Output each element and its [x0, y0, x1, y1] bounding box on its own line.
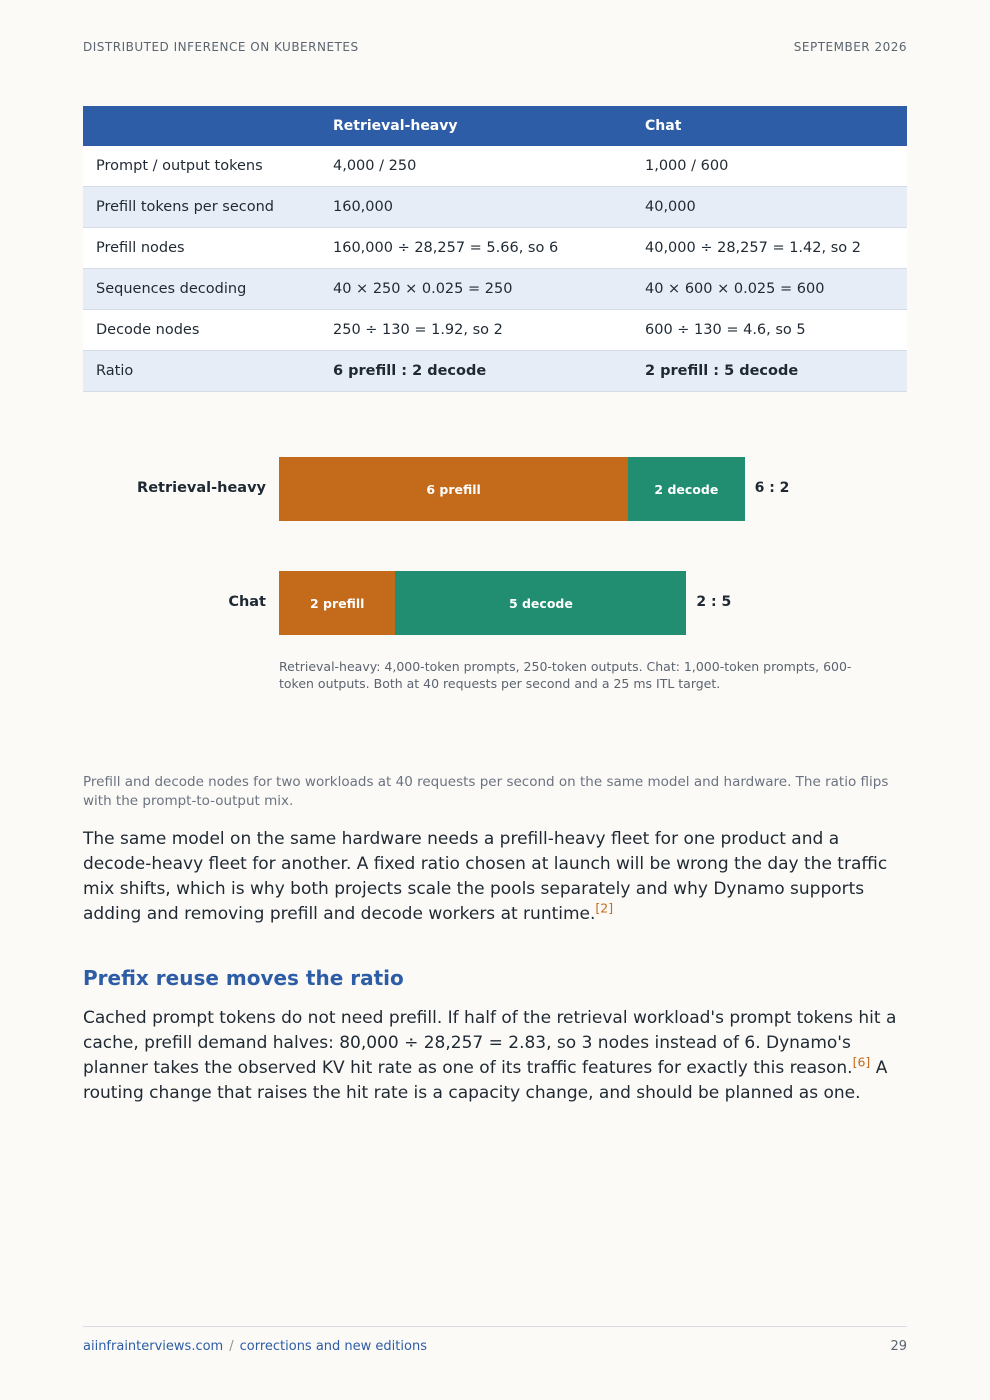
table-cell: 4,000 / 250	[320, 146, 632, 187]
table-cell: 1,000 / 600	[632, 146, 907, 187]
body-paragraph	[83, 827, 907, 927]
table-row	[83, 228, 907, 269]
row-label: Prompt / output tokens	[83, 146, 320, 187]
prefill-segment: 6 prefill	[279, 457, 628, 521]
row-label: Prefill tokens per second	[83, 187, 320, 228]
citation-link[interactable]: [2]	[595, 900, 614, 916]
citation-link[interactable]: [6]	[852, 1054, 871, 1070]
table-row	[83, 351, 907, 392]
paragraph-text: The same model on the same hardware needs a prefill-heavy fleet for one product and a decode-heavy fleet for another. A fixed ratio chosen at launch will be wrong the day the traffic mix shifts, which is why both projects scale the pools separately and why Dynamo supports adding and removing prefill and decode workers at runtime.	[83, 829, 888, 924]
comparison-table	[83, 106, 907, 392]
paragraph-text: Cached prompt tokens do not need prefill. If half of the retrieval workload's prompt tokens hit a cache, prefill demand halves: 80,000 ÷ 28,257 = 2.83, so 3 nodes instead of 6. Dynamo's planner takes the observed KV hit rate as one of its traffic features for exactly this reason.	[83, 1008, 897, 1078]
table-header-cell: Retrieval-heavy	[320, 106, 632, 146]
page-footer	[83, 1326, 907, 1354]
bar-label: Chat	[228, 594, 266, 610]
footer-links	[83, 1339, 427, 1354]
bar-label: Retrieval-heavy	[137, 480, 266, 496]
table-row	[83, 187, 907, 228]
table-header-row	[83, 106, 907, 146]
table-row	[83, 269, 907, 310]
page-number: 29	[890, 1339, 907, 1354]
footer-separator: /	[229, 1339, 234, 1354]
table-cell: 40,000	[632, 187, 907, 228]
table-cell: 250 ÷ 130 = 1.92, so 2	[320, 310, 632, 351]
section-heading: Prefix reuse moves the ratio	[83, 966, 404, 990]
table-row	[83, 146, 907, 187]
figure-caption: Prefill and decode nodes for two workloads at 40 requests per second on the same model and hardware. The ratio flips with the prompt-to-output mix.	[83, 774, 889, 809]
table-header-cell: Chat	[632, 106, 907, 146]
prefill-segment: 2 prefill	[279, 571, 395, 635]
table-cell: 40 × 250 × 0.025 = 250	[320, 269, 632, 310]
table-cell: 2 prefill : 5 decode	[632, 351, 907, 392]
ratio-label: 2 : 5	[696, 594, 732, 610]
table-cell: 6 prefill : 2 decode	[320, 351, 632, 392]
decode-segment: 2 decode	[628, 457, 744, 521]
running-header-title: DISTRIBUTED INFERENCE ON KUBERNETES	[83, 40, 359, 54]
body-paragraph	[83, 1006, 907, 1106]
ratio-label: 6 : 2	[754, 480, 790, 496]
table-cell: 600 ÷ 130 = 4.6, so 5	[632, 310, 907, 351]
row-label: Sequences decoding	[83, 269, 320, 310]
footer-corrections-link[interactable]: corrections and new editions	[239, 1339, 427, 1354]
table-row	[83, 310, 907, 351]
running-header	[83, 40, 907, 54]
table-cell: 160,000 ÷ 28,257 = 5.66, so 6	[320, 228, 632, 269]
paragraph-text: A routing change that raises the hit rate is a capacity change, and should be planned as one.	[83, 1058, 888, 1103]
table-cell: 40,000 ÷ 28,257 = 1.42, so 2	[632, 228, 907, 269]
footer-site-link[interactable]: aiinfrainterviews.com	[83, 1339, 224, 1354]
decode-segment: 5 decode	[395, 571, 686, 635]
table-cell: 160,000	[320, 187, 632, 228]
running-header-date: SEPTEMBER 2026	[793, 40, 907, 54]
node-ratio-figure	[83, 440, 907, 710]
table-cell: 40 × 600 × 0.025 = 600	[632, 269, 907, 310]
row-label: Decode nodes	[83, 310, 320, 351]
figure-note: Retrieval-heavy: 4,000-token prompts, 250-token outputs. Chat: 1,000-token prompts, 600-token outputs. Both at 40 requests per second and a 25 ms ITL target.	[279, 659, 852, 691]
row-label: Prefill nodes	[83, 228, 320, 269]
row-label: Ratio	[83, 351, 320, 392]
table-header-cell	[83, 106, 320, 146]
